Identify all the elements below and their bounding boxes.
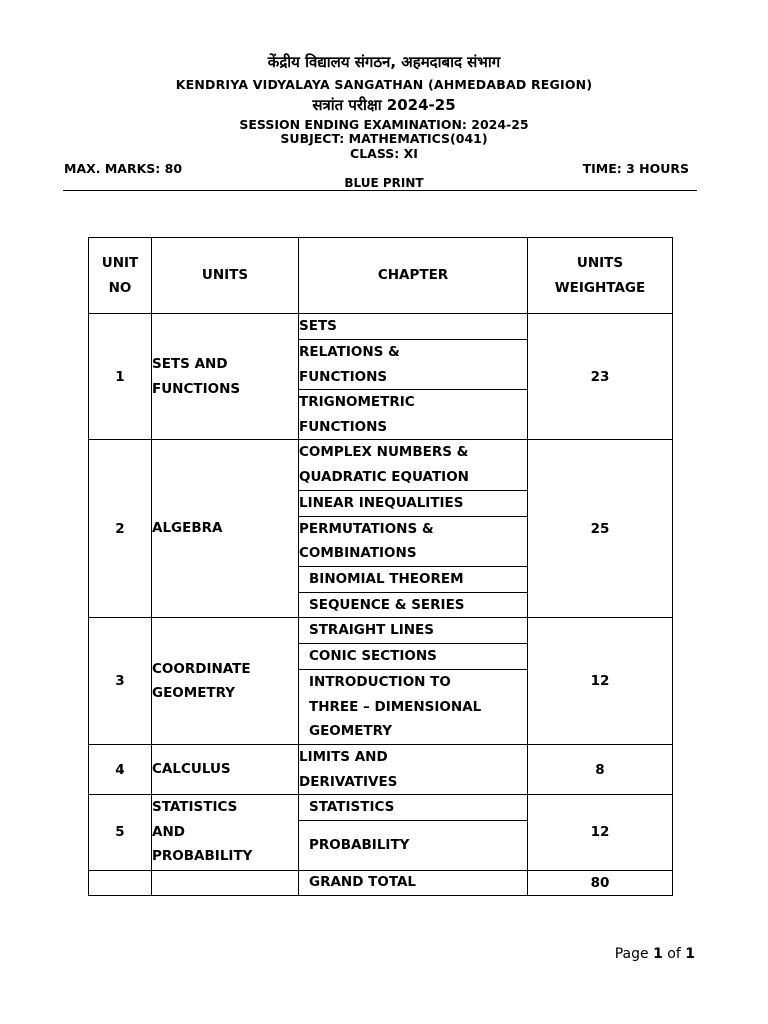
chapter-line: LIMITS AND xyxy=(299,749,388,765)
total-value: 80 xyxy=(528,870,673,895)
chapter-line: TRIGNOMETRIC xyxy=(299,394,415,410)
subject-line: SUBJECT: MATHEMATICS(041) xyxy=(280,131,488,146)
unit-name-line: CALCULUS xyxy=(152,761,231,778)
org-name: KENDRIYA VIDYALAYA SANGATHAN (AHMEDABAD REGION) xyxy=(175,77,593,92)
unit-name-line: ALGEBRA xyxy=(152,520,223,537)
unit-name-line: FUNCTIONS xyxy=(152,380,241,397)
table-row xyxy=(89,618,673,644)
chapter-line: BINOMIAL THEOREM xyxy=(309,570,464,587)
doc-title: BLUE PRINT xyxy=(344,176,424,190)
chapter-line: CONIC SECTIONS xyxy=(309,648,437,664)
unit-weightage: 23 xyxy=(528,314,673,440)
max-marks: MAX. MARKS: 80 xyxy=(64,161,183,176)
table-row xyxy=(89,795,673,821)
page-number xyxy=(615,946,695,962)
chapter-line: STRAIGHT LINES xyxy=(309,622,434,638)
chapter-line: PROBABILITY xyxy=(309,836,410,853)
total-pages: 1 xyxy=(685,946,695,962)
unit-weightage: 12 xyxy=(528,795,673,871)
unit-name xyxy=(152,618,299,745)
exam-name-hindi: सत्रांत परीक्षा 2024-25 xyxy=(312,96,456,114)
exam-name: SESSION ENDING EXAMINATION: 2024-25 xyxy=(239,117,529,132)
chapter-cell xyxy=(299,314,528,340)
org-name-hindi: केंद्रीय विद्यालय संगठन, अहमदाबाद संभाग xyxy=(267,53,501,71)
chapter-cell xyxy=(299,340,528,390)
chapter-line: THREE – DIMENSIONAL xyxy=(309,698,482,715)
table-row xyxy=(89,314,673,340)
unit-no: 2 xyxy=(89,440,152,618)
unit-no: 4 xyxy=(89,745,152,795)
chapter-cell xyxy=(299,440,528,491)
unit-name xyxy=(152,314,299,440)
unit-name xyxy=(152,795,299,871)
unit-weightage: 12 xyxy=(528,618,673,745)
header-units: UNITS xyxy=(152,238,299,314)
unit-name xyxy=(152,440,299,618)
unit-no: 1 xyxy=(89,314,152,440)
chapter-line: PERMUTATIONS & xyxy=(299,520,434,537)
chapter-cell xyxy=(299,516,528,566)
chapter-line: INTRODUCTION TO xyxy=(309,674,451,690)
unit-no: 3 xyxy=(89,618,152,745)
chapter-cell xyxy=(299,745,528,795)
total-empty-cell xyxy=(152,870,299,895)
chapter-line: SETS xyxy=(299,318,337,334)
chapter-line: FUNCTIONS xyxy=(299,368,388,385)
unit-name-line: SETS AND xyxy=(152,356,228,372)
chapter-cell xyxy=(299,592,528,618)
chapter-line: GEOMETRY xyxy=(309,723,393,739)
chapter-line: RELATIONS & xyxy=(299,344,400,360)
unit-name-line: COORDINATE xyxy=(152,660,251,677)
chapter-line: STATISTICS xyxy=(309,799,395,815)
table-row xyxy=(89,745,673,795)
header-weightage-line: UNITS xyxy=(576,255,624,271)
chapter-line: LINEAR INEQUALITIES xyxy=(299,495,464,511)
chapter-cell xyxy=(299,491,528,517)
blueprint-table xyxy=(88,237,673,896)
chapter-cell xyxy=(299,644,528,670)
unit-no: 5 xyxy=(89,795,152,871)
exam-time: TIME: 3 HOURS xyxy=(582,161,689,176)
header-unit-no xyxy=(89,238,152,314)
unit-name-line: GEOMETRY xyxy=(152,685,236,701)
chapter-cell xyxy=(299,618,528,644)
of-word: of xyxy=(667,946,681,962)
current-page: 1 xyxy=(653,946,663,962)
chapter-line: FUNCTIONS xyxy=(299,418,388,435)
chapter-line: DERIVATIVES xyxy=(299,773,398,790)
header-unit-no-line: NO xyxy=(108,279,132,296)
header-weightage xyxy=(528,238,673,314)
page-word: Page xyxy=(614,946,649,962)
chapter-cell xyxy=(299,390,528,440)
header-divider xyxy=(63,190,697,191)
class-line: CLASS: XI xyxy=(350,146,418,161)
chapter-cell xyxy=(299,795,528,821)
chapter-cell xyxy=(299,820,528,870)
unit-weightage: 25 xyxy=(528,440,673,618)
unit-name xyxy=(152,745,299,795)
chapter-line: QUADRATIC EQUATION xyxy=(299,468,469,485)
total-empty-cell xyxy=(89,870,152,895)
chapter-line: COMPLEX NUMBERS & xyxy=(299,444,469,460)
chapter-line: COMBINATIONS xyxy=(299,545,417,561)
unit-name-line: STATISTICS xyxy=(152,799,238,815)
unit-weightage: 8 xyxy=(528,745,673,795)
unit-name-line: AND xyxy=(152,823,185,840)
unit-name-line: PROBABILITY xyxy=(152,848,253,864)
chapter-line: SEQUENCE & SERIES xyxy=(309,596,465,613)
header-chapter: CHAPTER xyxy=(299,238,528,314)
total-label: GRAND TOTAL xyxy=(299,870,528,895)
total-row xyxy=(89,870,673,895)
header-row xyxy=(89,238,673,314)
header-unit-no-line: UNIT xyxy=(101,255,139,271)
table-row xyxy=(89,440,673,491)
header-weightage-line: WEIGHTAGE xyxy=(554,279,646,296)
chapter-cell xyxy=(299,566,528,592)
chapter-cell xyxy=(299,670,528,745)
